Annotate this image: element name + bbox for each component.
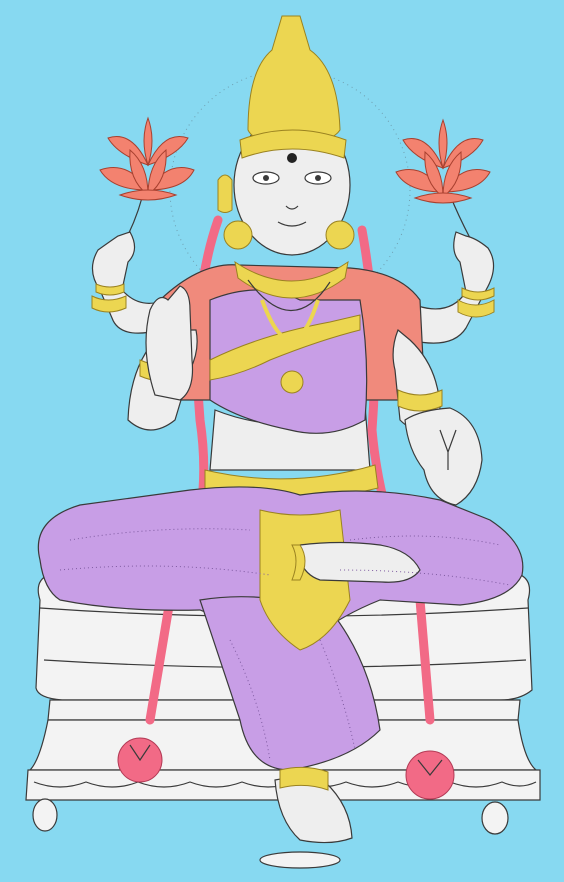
bindi	[287, 153, 297, 163]
